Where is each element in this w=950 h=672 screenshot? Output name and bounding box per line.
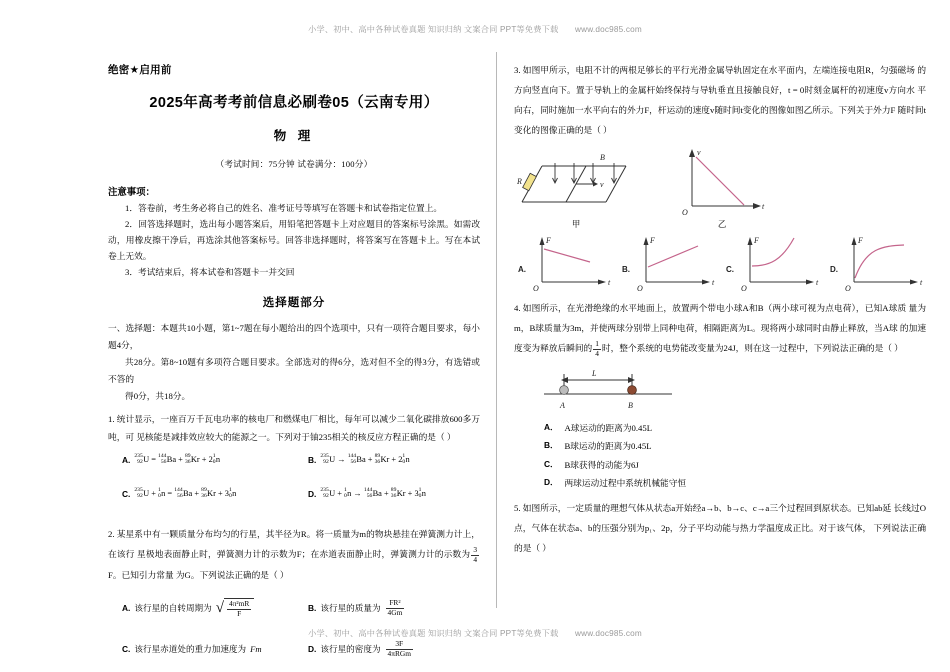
resistor-label: R bbox=[517, 177, 522, 187]
charge-ball-a bbox=[560, 386, 569, 395]
notice-title: 注意事项： bbox=[108, 186, 155, 197]
question-2-stem-line-1: 某星系中有一颗质量分布均匀的行星，其半径为R。将一质量为m的物块悬挂在弹簧测力计上，在该行 bbox=[108, 528, 480, 560]
vt-graph-svg bbox=[666, 144, 770, 218]
option-label: B. bbox=[308, 603, 317, 614]
question-3-option-graphs bbox=[514, 232, 926, 294]
axis-label-t: t bbox=[816, 278, 819, 288]
question-5 bbox=[514, 498, 926, 558]
instructions-line-2: 共28分。第8~10题有多项符合题目要求。全部选对的得6分，选对但不全的得3分，有选错或不答的 bbox=[108, 357, 480, 385]
footer-watermark bbox=[0, 628, 950, 639]
question-1-option-c[interactable] bbox=[108, 488, 294, 500]
vt-y-label: v bbox=[697, 148, 701, 158]
rail-diagram-figure bbox=[514, 144, 638, 230]
question-3-option-d[interactable] bbox=[826, 232, 930, 294]
question-3-figures bbox=[514, 144, 926, 230]
question-4-stem-line-3a: 的加速度变为释放后瞬间的 bbox=[514, 323, 927, 354]
expression: Fm bbox=[250, 644, 262, 655]
option-c-label: C. bbox=[726, 265, 734, 275]
notice-item: 1．答卷前，考生务必将自己的姓名、准考证号等填写在答题卡和试卷指定位置上。 bbox=[125, 203, 443, 213]
fraction-expression: $\frac{3F}{\text{4πRGm}}$ bbox=[387, 639, 411, 658]
subject-title: 物 理 bbox=[273, 129, 315, 143]
question-4-option-c[interactable] bbox=[514, 456, 926, 474]
axis-label-f: F bbox=[546, 236, 551, 246]
ft-graph-c bbox=[722, 232, 826, 294]
question-3-option-a[interactable] bbox=[514, 232, 618, 294]
ft-graph-a bbox=[514, 232, 618, 294]
option-text: 该行星的质量为 bbox=[320, 603, 381, 614]
question-1-number: 1. bbox=[108, 414, 115, 425]
axis-label-f: F bbox=[754, 236, 759, 246]
instructions-line-1: 一、选择题：本题共10小题，第1~7题在每小题给出的四个选项中，只有一项符合题目要求，每小题4分， bbox=[108, 323, 480, 351]
option-label: C. bbox=[122, 644, 131, 655]
vt-graph-caption: 乙 bbox=[717, 219, 727, 230]
question-4-figure bbox=[540, 364, 926, 412]
option-text: 该行星的密度为 bbox=[320, 644, 381, 655]
option-label: A． bbox=[544, 422, 559, 433]
nuclear-equation: 235 92 U → 144 56 Ba + 89 36 Kr + 2 1 0 n bbox=[320, 453, 410, 465]
option-label: C． bbox=[544, 458, 559, 469]
resistor-symbol bbox=[523, 173, 537, 190]
option-text: B球获得的动能为6J bbox=[564, 459, 639, 470]
question-4-option-d[interactable] bbox=[514, 474, 926, 492]
question-2-stem-line-2b: F。已知引力常量 bbox=[108, 570, 174, 581]
notice-item: 3．考试结束后，将本试卷和答题卡一并交回 bbox=[125, 267, 295, 278]
question-1-option-b[interactable] bbox=[294, 454, 480, 466]
question-1-option-a[interactable] bbox=[108, 454, 294, 466]
rail-diagram-svg bbox=[514, 144, 638, 218]
option-text: A球运动的距离为0.45L bbox=[564, 423, 653, 434]
question-3-stem-line-3: 平向右，同时施加一水平向右的外力F，杆运动的速度v随时间t变化的图像如图乙所示。下列关于外力F bbox=[514, 85, 926, 116]
question-3-option-c[interactable] bbox=[722, 232, 826, 294]
question-1-stem-line-2: 见核能是减排效应较大的能源之一。下列对于铀235相关的核反应方程正确的是（ ） bbox=[136, 431, 456, 442]
fraction-expression: $\frac{\text{FR²}}{4Gm}$ bbox=[387, 598, 403, 617]
axis-label-t: t bbox=[712, 278, 715, 288]
vt-x-label: t bbox=[762, 202, 765, 212]
axis-label-t: t bbox=[608, 278, 611, 288]
question-5-stem-line-2: 长线过O点，气体在状态a、b的压强分别为p₁、2p，分子平均动能与热力学温度成正比。对于该气体， bbox=[514, 503, 927, 534]
question-3-number: 3. bbox=[514, 65, 521, 75]
option-text: 该行星的自转周期为 bbox=[134, 603, 212, 614]
ball-b-label: B bbox=[628, 401, 633, 411]
option-label: A. bbox=[122, 603, 131, 614]
question-2-number: 2. bbox=[108, 528, 115, 539]
question-5-stem-line-1: 如图所示，一定质量的理想气体从状态a开始经a→b、b→c、c→a三个过程回到原状态。已知ab延 bbox=[522, 503, 892, 514]
question-2-stem-line-3: 为G。下列说法正确的是（ ） bbox=[175, 570, 289, 581]
axis-label-f: F bbox=[650, 236, 655, 246]
origin-label: O bbox=[533, 284, 539, 294]
velocity-label: v bbox=[600, 180, 604, 190]
option-text: 该行星赤道处的重力加速度为 bbox=[134, 644, 247, 655]
question-4 bbox=[514, 298, 926, 358]
origin-label: O bbox=[637, 284, 643, 294]
question-2-option-c[interactable] bbox=[108, 640, 294, 658]
vt-graph-figure bbox=[666, 144, 770, 230]
ft-graph-d bbox=[826, 232, 930, 294]
question-2 bbox=[108, 524, 480, 587]
question-2-stem-line-2a: 星极地表面静止时，弹簧测力计的示数为F；在赤道表面静止时，弹簧测力计的示数为 bbox=[137, 549, 471, 560]
watermark-text: 小学、初中、高中各种试卷真题 知识归纳 文案合同 PPT等免费下载 bbox=[308, 25, 559, 34]
nuclear-equation: 235 92 U = 144 56 Ba + 89 36 Kr + 2 1 0 n bbox=[134, 453, 221, 465]
option-d-label: D. bbox=[830, 265, 838, 275]
watermark-url: www.doc985.com bbox=[574, 629, 642, 638]
rail-diagram-caption: 甲 bbox=[571, 219, 581, 230]
ball-a-label: A bbox=[560, 401, 565, 411]
question-1 bbox=[108, 411, 480, 446]
question-3 bbox=[514, 60, 926, 140]
secret-notice: 绝密★启用前 bbox=[108, 64, 172, 76]
right-column bbox=[492, 46, 950, 624]
question-2-option-b[interactable] bbox=[294, 598, 480, 618]
notice-item: 2．回答选择题时，选出每小题答案后，用铅笔把答题卡上对应题目的答案标号涂黑。如需改动，用橡皮擦干净后，再选涂其他答案标号。回答非选择题时，将答案写在答题卡上。写在本试卷上无效。 bbox=[108, 219, 480, 262]
question-3-stem-line-1: 如图甲所示，电阻不计的两根足够长的平行光滑金属导轨固定在水平面内，左端连接电阻R，匀强磁场 bbox=[522, 65, 916, 75]
exam-info: （考试时间：75分钟 试卷满分：100分） bbox=[215, 159, 373, 169]
option-label: D. bbox=[308, 644, 317, 655]
option-label: D. bbox=[308, 488, 317, 499]
ft-graph-b bbox=[618, 232, 722, 294]
field-label: B bbox=[600, 153, 605, 163]
concave-increasing-curve bbox=[855, 245, 904, 278]
two-charges-diagram bbox=[540, 364, 710, 412]
option-label: B. bbox=[308, 454, 317, 465]
sqrt-expression: √ $\frac{\text{4π²mR}}{F}$ bbox=[216, 598, 255, 618]
question-4-stem-line-3b: 时，整个系统的电势能改变量为24J，则在这一过程中，下列说法正确的是（ bbox=[601, 343, 892, 354]
question-3-stem-line-2: 的方向竖直向下。置于导轨上的金属杆始终保持与导轨垂直且接触良好，t = 0时刻金属杆的初速度v方向水 bbox=[514, 65, 926, 96]
question-3-option-b[interactable] bbox=[618, 232, 722, 294]
question-5-stem-line-3: 下列说法正确的是（ ） bbox=[514, 523, 927, 554]
option-text: B球运动的距离为0.45L bbox=[564, 441, 652, 452]
instructions-line-3: 得0分，共18分。 bbox=[125, 391, 191, 402]
origin-label: O bbox=[741, 284, 747, 294]
watermark-text: 小学、初中、高中各种试卷真题 知识归纳 文案合同 PPT等免费下载 bbox=[308, 629, 559, 638]
question-4-stem-line-4: ） bbox=[894, 343, 903, 354]
question-1-stem-line-1: 统计显示，一座百万千瓦电功率的核电厂和燃煤电厂相比，每年可以减少二氧化碳排放600多万吨，可 bbox=[108, 414, 481, 442]
vt-decreasing-line bbox=[696, 157, 744, 205]
option-label: A. bbox=[122, 454, 131, 465]
axis-label-t: t bbox=[920, 278, 923, 288]
question-2-option-a[interactable] bbox=[108, 598, 294, 618]
option-label: B． bbox=[544, 440, 559, 451]
header-watermark bbox=[0, 24, 950, 35]
question-4-options bbox=[514, 419, 926, 492]
question-2-fraction: $\frac{3}{4}$ bbox=[473, 545, 478, 564]
section-title: 选择题部分 bbox=[262, 297, 326, 310]
question-5-number: 5. bbox=[514, 503, 521, 514]
question-4-stem-line-2: 量为m，B球质量为3m，并使两球分别带上同种电荷，相隔距离为L。现将两小球同时由静止释放，当A球 bbox=[514, 303, 927, 334]
question-3-stem-line-4: 随时间t变化的图像正确的是（ ） bbox=[514, 105, 927, 136]
question-1-options bbox=[108, 454, 480, 499]
vt-origin-label: O bbox=[682, 208, 688, 218]
question-4-number: 4. bbox=[514, 303, 521, 314]
charge-ball-b bbox=[628, 386, 637, 395]
question-4-option-b[interactable] bbox=[514, 437, 926, 455]
velocity-arrowhead bbox=[593, 182, 598, 187]
watermark-url: www.doc985.com bbox=[574, 25, 642, 34]
origin-label: O bbox=[845, 284, 851, 294]
distance-label-L: L bbox=[592, 369, 597, 379]
page-title: 2025年高考考前信息必刷卷05（云南专用） bbox=[149, 95, 439, 111]
choice-instructions bbox=[108, 320, 480, 405]
axis-label-f: F bbox=[858, 236, 863, 246]
increasing-line bbox=[648, 246, 698, 267]
option-label: C. bbox=[122, 488, 131, 499]
option-b-label: B. bbox=[622, 265, 630, 275]
question-4-fraction: $\frac{1}{4}$ bbox=[595, 339, 599, 358]
nuclear-equation: 235 92 U + 1 0 n → 144 56 Ba + 89 36 Kr + 3 1 0 n bbox=[320, 486, 426, 499]
decreasing-line bbox=[544, 249, 590, 262]
question-2-option-d[interactable] bbox=[294, 640, 480, 658]
option-label: D． bbox=[544, 476, 559, 487]
question-4-option-a[interactable] bbox=[514, 419, 926, 437]
question-1-option-d[interactable] bbox=[294, 488, 480, 500]
question-4-stem-line-1: 如图所示，在光滑绝缘的水平地面上，放置两个带电小球A和B（两小球可视为点电荷），已知A球质 bbox=[522, 303, 907, 314]
option-text: 两球运动过程中系统机械能守恒 bbox=[564, 477, 687, 488]
option-a-label: A. bbox=[518, 265, 526, 275]
nuclear-equation: 235 92 U + 1 0 n = 144 56 Ba + 89 36 Kr + 3 1 0 n bbox=[134, 486, 237, 499]
